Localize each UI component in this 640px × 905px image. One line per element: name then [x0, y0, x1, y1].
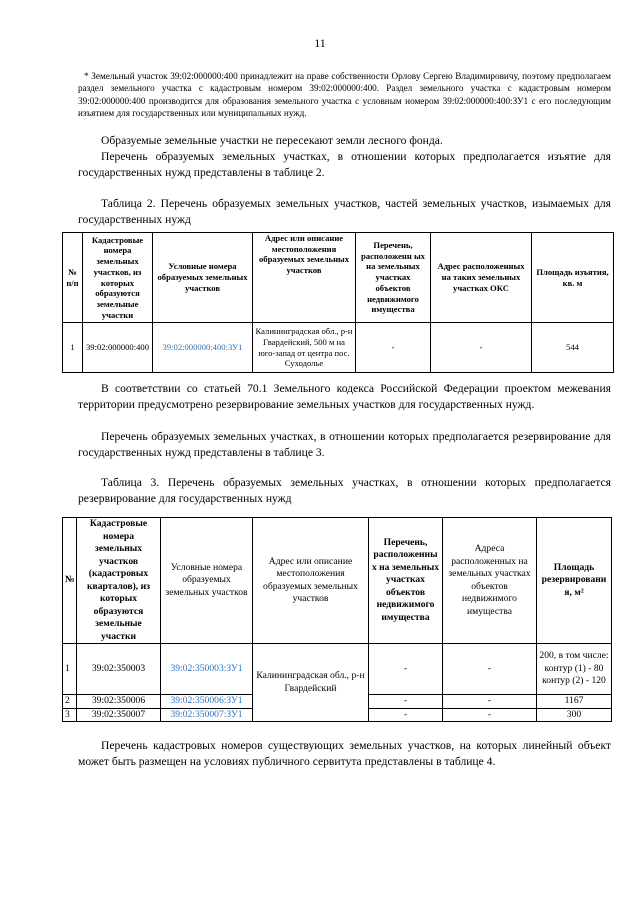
page-number: 11: [314, 36, 326, 50]
t3-header-conditional: Условные номера образуемых земельных участков: [161, 518, 253, 644]
t3-cell-cadastral: 39:02:350007: [77, 708, 161, 722]
table3-caption: Таблица 3. Перечень образуемых земельных участках, в отношении которых предполагается резервирование для государственных нужд: [78, 476, 611, 505]
t3-cell-cadastral: 39:02:350003: [77, 644, 161, 695]
t2-header-num: № п/п: [63, 233, 83, 323]
paragraph-reservation-list: Перечень образуемых земельных участках, в отношении которых предполагается резервирование для государственных нужд представлены в таблице 3.: [78, 430, 611, 459]
t3-cell-addresses: -: [443, 695, 537, 709]
t3-cell-cadastral: 39:02:350006: [77, 695, 161, 709]
t3-cell-address: Калининградская обл., р-н Гвардейский: [253, 644, 369, 722]
t2-cell-conditional: 39:02:000000:400:ЗУ1: [153, 323, 253, 373]
t2-cell-oks: -: [431, 323, 532, 373]
t3-cell-num: 1: [63, 644, 77, 695]
t3-cell-conditional: 39:02:350006:ЗУ1: [161, 695, 253, 709]
table-row: [63, 644, 612, 695]
t3-cell-area: 200, в том числе: контур (1) - 80 контур (2) - 120: [537, 644, 612, 695]
t3-header-num: №: [63, 518, 77, 644]
t3-cell-addresses: -: [443, 644, 537, 695]
t2-header-address: Адрес или описание местоположения образуемых земельных участков: [253, 233, 356, 323]
t3-header-address: Адрес или описание местоположения образуемых земельных участков: [253, 518, 369, 644]
t2-cell-objects: -: [356, 323, 431, 373]
t2-cell-area: 544: [532, 323, 614, 373]
t3-cell-conditional: 39:02:350007:ЗУ1: [161, 708, 253, 722]
paragraph-forest: Образуемые земельные участки не пересекают земли лесного фонда.: [101, 134, 443, 147]
paragraph-servitude: Перечень кадастровых номеров существующих земельных участков, на которых линейный объект может быть размещен на условиях публичного сервитута представлены в таблице 4.: [78, 739, 611, 768]
t2-cell-address: Калининградская обл., р-н Гвардейский, 500 м на юго-запад от центра пос. Суходолье: [253, 323, 356, 373]
t2-cell-num: 1: [63, 323, 83, 373]
t3-cell-addresses: -: [443, 708, 537, 722]
table-3: [62, 517, 612, 722]
t3-header-objects: Перечень, расположенны х на земельных участках объектов недвижимого имущества: [369, 518, 443, 644]
table-2: [62, 232, 614, 373]
footnote: * Земельный участок 39:02:000000:400 принадлежит на праве собственности Орлову Сергею Владимировичу, поэтому предполагаем раздел земельного участка с кадастровым номером 39:02:000000:400. Раздел земельного участка с кадастровым номером 39:02:000000:400 производится для образования земельного участка с условным номером 39:02:000000:400:ЗУ1 с его последующим изъятием для государственных или муниципальных нужд.: [78, 71, 611, 119]
t2-header-oks: Адрес расположенных на таких земельных участках ОКС: [431, 233, 532, 323]
t3-cell-objects: -: [369, 708, 443, 722]
t2-header-area: Площадь изъятия, кв. м: [532, 233, 614, 323]
t3-cell-area: 300: [537, 708, 612, 722]
t2-header-conditional: Условные номера образуемых земельных участков: [153, 233, 253, 323]
t3-cell-num: 3: [63, 708, 77, 722]
t3-cell-objects: -: [369, 695, 443, 709]
table-row: [63, 323, 614, 373]
t3-header-addresses: Адреса расположенных на земельных участках объектов недвижимого имущества: [443, 518, 537, 644]
t3-header-cadastral: Кадастровые номера земельных участков (кадастровых кварталов), из которых образуются земельные участки: [77, 518, 161, 644]
t3-cell-conditional: 39:02:350003:ЗУ1: [161, 644, 253, 695]
table2-caption: Таблица 2. Перечень образуемых земельных участков, частей земельных участков, изымаемых для государственных нужд: [78, 197, 611, 226]
t3-header-area: Площадь резервировани я, м²: [537, 518, 612, 644]
t3-cell-num: 2: [63, 695, 77, 709]
paragraph-reservation: В соответствии со статьей 70.1 Земельного кодекса Российской Федерации проектом межевания территории предусмотрено резервирование земельных участков для государственных нужд.: [78, 382, 611, 411]
t2-cell-cadastral: 39:02:000000:400: [83, 323, 153, 373]
t2-header-objects: Перечень, расположенн ых на земельных участках объектов недвижимого имущества: [356, 233, 431, 323]
t2-header-cadastral: Кадастровые номера земельных участков, из которых образуются земельные участки: [83, 233, 153, 323]
t3-cell-area: 1167: [537, 695, 612, 709]
paragraph-seizure-list: Перечень образуемых земельных участках, в отношении которых предполагается изъятие для государственных нужд представлены в таблице 2.: [78, 150, 611, 179]
t3-cell-objects: -: [369, 644, 443, 695]
